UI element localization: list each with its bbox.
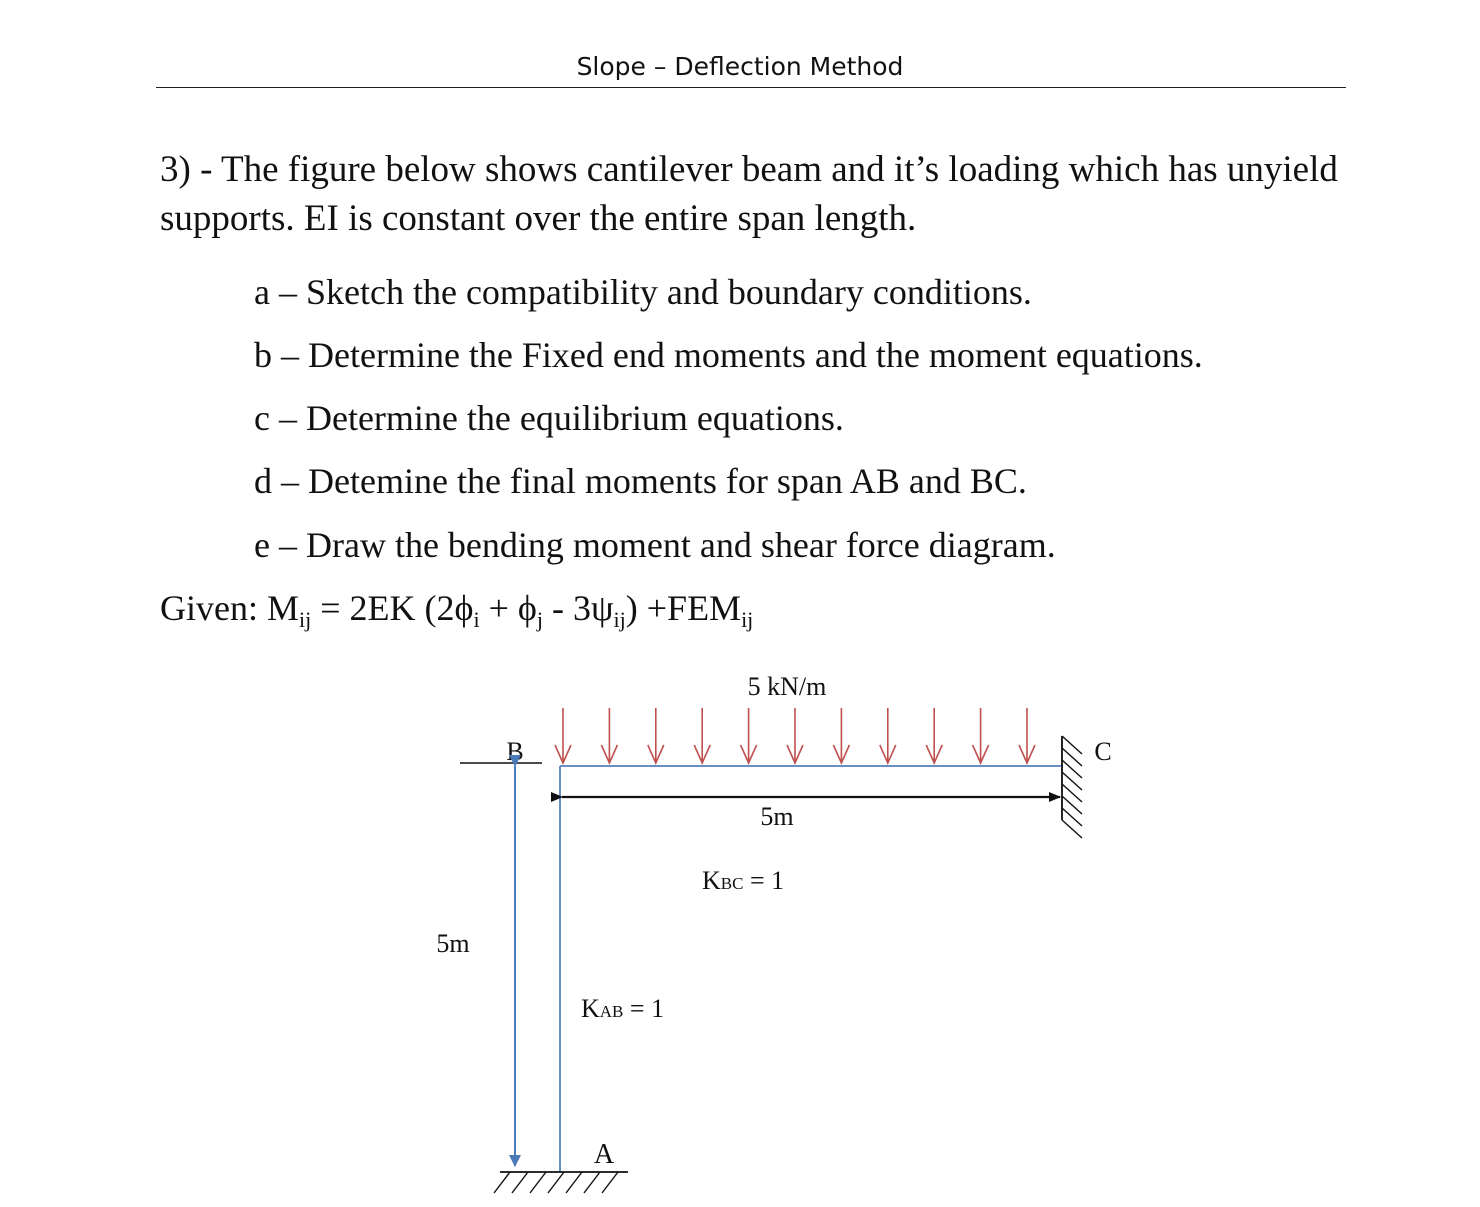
problem-statement: 3) - The figure below shows cantilever beam and it’s loading which has unyield supports. EI is constant over the entire span length. xyxy=(160,149,1338,239)
k-ab-sub: AB xyxy=(599,1002,624,1021)
task-b: b – Determine the Fixed end moments and the moment equations. xyxy=(254,335,1203,375)
node-b-label: B xyxy=(506,737,524,766)
load-arrow xyxy=(833,708,849,763)
page-header-title: Slope – Deflection Method xyxy=(576,52,904,81)
k-bc-sub: BC xyxy=(720,874,744,893)
load-arrow xyxy=(694,708,710,763)
load-arrow xyxy=(880,708,896,763)
load-arrow xyxy=(973,708,989,763)
load-arrow xyxy=(1019,708,1035,763)
task-e: e – Draw the bending moment and shear force diagram. xyxy=(254,525,1056,565)
fixed-support-a xyxy=(494,1172,628,1193)
load-arrow xyxy=(926,708,942,763)
k-ab-main: K xyxy=(581,994,600,1023)
k-bc-label xyxy=(702,866,784,895)
load-arrow xyxy=(648,708,664,763)
given-sub-ij-psi: ij xyxy=(613,607,626,632)
distributed-load xyxy=(555,708,1035,763)
load-arrow xyxy=(741,708,757,763)
given-part5: ) +FEM xyxy=(625,588,742,628)
k-ab-label xyxy=(581,994,664,1023)
given-prefix: Given: M xyxy=(160,588,299,628)
task-a: a – Sketch the compatibility and boundary conditions. xyxy=(254,272,1032,312)
fixed-support-c xyxy=(1062,736,1082,838)
load-arrow xyxy=(601,708,617,763)
span-ab-length: 5m xyxy=(436,929,470,958)
given-sub-i: i xyxy=(473,607,480,632)
given-part4: - 3ψ xyxy=(542,588,614,628)
node-a-label: A xyxy=(593,1139,615,1170)
task-c: c – Determine the equilibrium equations. xyxy=(254,398,844,438)
k-ab-value: = 1 xyxy=(623,994,665,1023)
load-label: 5 kN/m xyxy=(747,672,827,701)
load-arrow xyxy=(787,708,803,763)
load-arrow xyxy=(555,708,571,763)
k-bc-main: K xyxy=(702,866,721,895)
k-bc-value: = 1 xyxy=(743,866,785,895)
span-bc-length: 5m xyxy=(760,802,794,831)
node-c-label: C xyxy=(1094,737,1112,766)
given-part2: = 2EK (2ϕ xyxy=(311,588,474,628)
given-sub-ij-fem: ij xyxy=(741,607,754,632)
given-sub-ij: ij xyxy=(299,607,312,632)
given-sub-j: j xyxy=(536,607,543,632)
task-d: d – Detemine the final moments for span AB and BC. xyxy=(254,461,1027,501)
given-part3: + ϕ xyxy=(479,588,537,628)
